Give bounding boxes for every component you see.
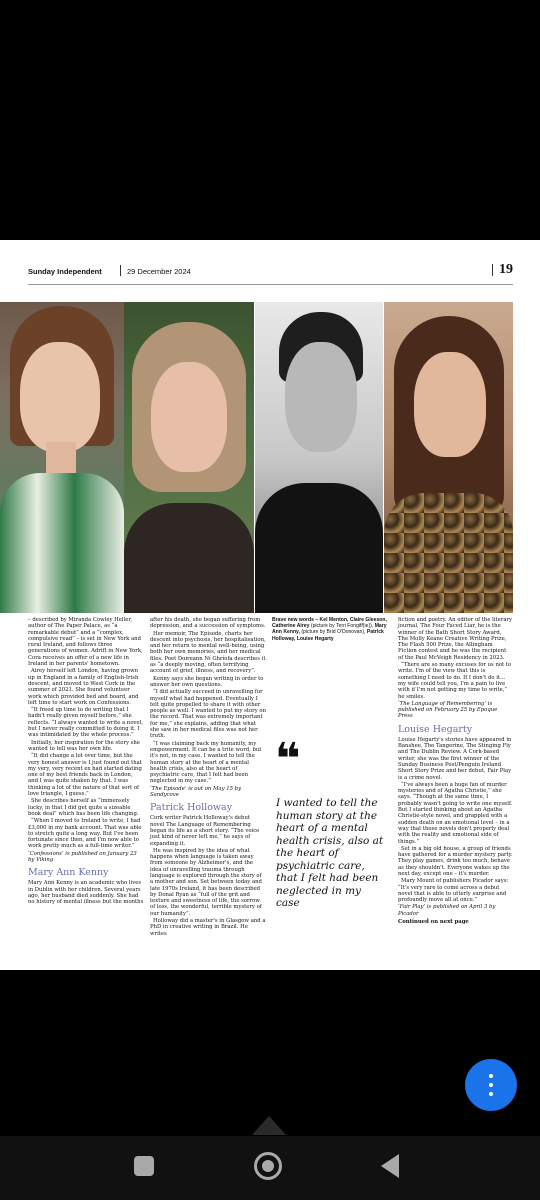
top-shape [124,503,254,613]
article-body [0,617,540,957]
publication-note: ‘The Episode’ is out on May 15 by Sandycove [150,785,242,799]
subhead-mary-ann-kenny: Mary Ann Kenny [28,867,109,879]
paragraph: after his death, she began suffering from depression, and a succession of symptoms. [150,617,266,630]
issue-date: 29 December 2024 [127,267,191,276]
continued-note: Continued on next page [398,919,469,926]
leopard-top-shape [384,493,513,613]
page-number: 19 [499,262,513,277]
home-button[interactable] [254,1152,282,1180]
more-vertical-icon [489,1092,493,1096]
bottom-sheet-handle[interactable] [252,1116,286,1135]
photo-caption [272,617,388,642]
caption-names: Mary Ann Kenny, [272,623,387,636]
column-2 [150,617,266,938]
paragraph: She describes herself as “immensely lucky, in that I did get quite a sizeable book deal” which has been life changing. [28,798,139,817]
more-vertical-icon [489,1083,493,1087]
circle-icon [262,1160,274,1172]
pull-quote: I wanted to tell the human story at the heart of a mental health crisis, also at the heart of psychiatric care, that I felt had been neglected in my case [276,797,384,909]
caption-names: Patrick Holloway, Louise Hegarty [272,629,384,642]
paragraph: Holloway did a master's in Glasgow and a PhD in creative writing in Brazil. He writes [150,918,266,937]
paragraph: Louise Hegarty's stories have appeared in Banshee, The Tangerine, The Stinging Fly and The Dublin Review. A Cork-based writer, she was the first winner of the Sunday Business Post/Penguin Ireland Short Story Prize and her debut, Fair Play is a crime novel. [398,736,512,781]
page-number-divider [492,264,493,276]
masthead [28,263,513,281]
face-shape [285,342,357,452]
face-shape [414,352,486,457]
publication-note: ‘Confessions’ is published on January 23 by Viking [28,850,137,863]
paragraph: “I've always been a huge fan of murder mysteries and of Agatha Christie,” she says. “Though at the same time, I probably wasn't going to write one myself. But I started thinking about an Agatha Christie-style novel, and grappled with a sudden death on an emotional level – in a way that those novels don't properly deal with the reality and emotional side of things.” [398,781,513,845]
caption-credit: (picture by Terri Fongiff(ie)), [310,623,374,630]
recent-apps-button[interactable] [134,1156,154,1176]
paragraph: – described by Miranda Cowley Heller, author of The Paper Palace, as “a remarkable debut” and a “complex, compulsive read” – is set in New York and rural Ireland, and follows three generations of women. Adrift in New York, Cora receives an offer of a new life in Ireland in her parents' hometown. [28,617,143,668]
subhead-patrick-holloway: Patrick Holloway [150,802,233,814]
paragraph: Mary Mount of publishers Picador says: “It's very rare to come across a debut novel that is able to utterly surprise and profoundly move all at once.” [398,878,509,904]
paragraph: Cork writer Patrick Holloway's debut novel The Language of Remembering began its life as a short story. “The voice just kind of never left me,” he says of expanding it. [150,815,260,847]
paragraph: Airey herself left London, having grown up in England in a family of English-Irish descent, and moved to West Cork in the summer of 2021. She found volunteer work which provided bed and board, and left time to start work on Confessions. [28,668,139,706]
photo-catherine-airey [0,302,124,613]
column-4 [398,617,513,926]
photo-mary-ann-kenny [124,302,254,613]
masthead-rule [28,284,513,285]
author-photos [0,302,513,613]
face-shape [20,342,100,452]
paragraph: Kenny says she began writing in order to answer her own questions. [150,675,264,688]
more-vertical-icon [489,1074,493,1078]
paragraph: Mary Ann Kenny is an academic who lives in Dublin with her children. Several years ago, her husband died suddenly. She had no history of mental illness but the months [28,880,144,906]
caption-names: Brave new words – Kel Menton, Claire Gleeson, Catherine Airey [272,617,387,630]
column-3 [272,617,388,642]
paragraph: “It freed up time to do writing that I hadn't really given myself before,” she reflects. “I always wanted to write a novel, but I never really committed to doing it. I was intimidated by the whole process.” [28,707,144,739]
subhead-louise-hegarty: Louise Hegarty [398,723,473,735]
paragraph: “I was claiming back my humanity, my empowerment. It can be a trite word, but it's not, in my case. I wanted to tell the human story at the heart of a mental health crisis, also at the heart of psychiatric care, that I felt had been neglected in my case.” [150,740,262,785]
shirt-shape [255,483,383,613]
caption-credit: (picture by Brid O'Donovan), [301,629,366,636]
shirt-shape [0,473,124,613]
more-options-button[interactable] [465,1059,517,1111]
quote-mark-icon: ❝ [275,734,301,785]
paragraph: “When I moved to Ireland to write, I had £3,000 in my bank account. That was able to stretch quite a long way. But I've been fortunate since then, and I'm now able to work pretty much as a full-time writer.” [28,818,142,850]
paragraph: fiction and poetry. An editor of the literary journal, The Four Faced Liar, he is the winner of the Bath Short Story Award, The Molly Keane Creative Writing Prize, The Flash 500 Prize, the Allingham Fiction contest and he was the recipient of the Paul McVeigh Residency in 2023. [398,617,513,661]
paragraph: Set in a big old house, a group of friends have gathered for a murder mystery party. They play games, drink too much, behave as they shouldn't. Everyone wakes up the next day, except one – it's murder. [398,845,513,877]
paragraph: “There are so many excuses for us not to write. I'm of the view that this is something I need to do. If I don't do it… my wife could tell you, I'm a pain to live with if I'm not getting my time to write,” he smiles. [398,662,512,700]
paragraph: Her memoir, The Episode, charts her descent into psychosis, her hospitalisation, and her return to mental well-being, using both her own memories, and her medical files. Poet Doireann Ní Ghríofa describes it as “a deeply moving, often terrifying account of grief, illness, and recovery”. [150,630,266,675]
system-navigation-bar [0,1136,540,1200]
paragraph: “It did change a lot over time, but the very honest answer is I just found out that my very, very recent ex had started dating one of my best friends back in London, and I was quite shaken by that. I was thinking a lot of the nature of that sort of love triangle, I guess.” [28,753,142,798]
paper-name: Sunday Independent [28,267,102,276]
column-1 [28,617,144,906]
masthead-divider [120,265,121,276]
paragraph: He was inspired by the idea of what happens when language is taken away from someone by Alzheimer's, and the idea of unravelling trauma through language is explored through the story of a mother and son. Set between today and late 1970s Ireland, it has been described by Donal Ryan as “full of the grit and texture and sweetness of life, the sorrow of loss, the wonderful, terrible mystery of our humanity”. [150,847,262,917]
paragraph: Initially, her inspiration for the story she wanted to tell was her own life. [28,739,140,752]
publication-note: ‘The Language of Remembering’ is published on February 25 by Epoque Press [398,700,498,720]
photo-louise-hegarty [384,302,513,613]
face-shape [151,362,227,472]
photo-patrick-holloway [255,302,383,613]
publication-note: ‘Fair Play’ is published on April 3 by Picador [398,904,496,917]
back-button[interactable] [381,1154,399,1178]
paragraph: “I did actually succeed in unravelling for myself what had happened. Eventually I felt quite propelled to share it with other people as well. I wanted to put my story on the record. That was extremely important for me,” she explains, adding that what she saw in her medical files was not her truth. [150,689,266,740]
newspaper-page [0,240,540,970]
